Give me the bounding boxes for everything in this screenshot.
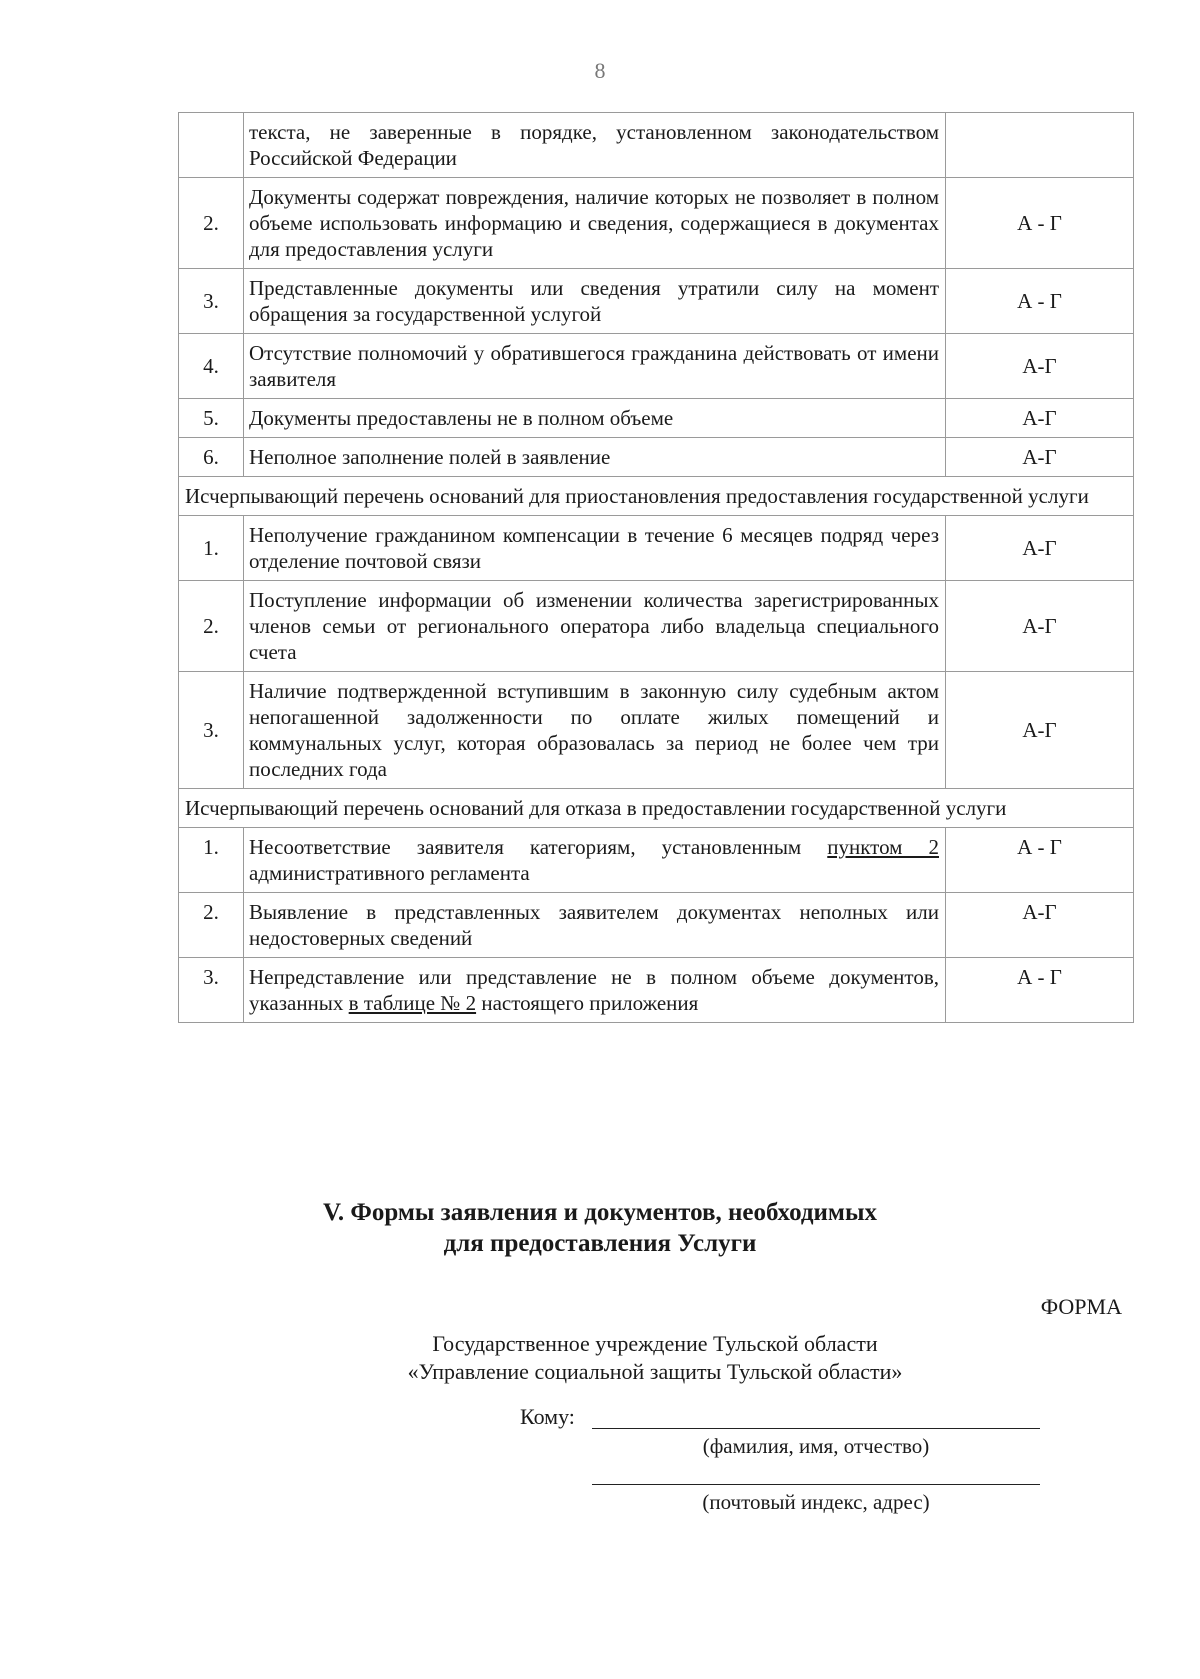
row-text-cell: Документы предоставлены не в полном объеме bbox=[244, 399, 946, 438]
heading-line-1: V. Формы заявления и документов, необходимых bbox=[323, 1199, 877, 1226]
row-code-cell: А-Г bbox=[946, 581, 1134, 672]
row-text-cell: Документы содержат повреждения, наличие которых не позволяет в полном объеме использовать информацию и сведения, содержащиеся в документах для предоставления услуги bbox=[244, 178, 946, 269]
row-text-cell: текста, не заверенные в порядке, установленном законодательством Российской Федерации bbox=[244, 113, 946, 178]
row-text-cell: Неполучение гражданином компенсации в течение 6 месяцев подряд через отделение почтовой связи bbox=[244, 516, 946, 581]
heading-line-2: для предоставления Услуги bbox=[443, 1230, 757, 1257]
row-number-cell: 2. bbox=[179, 178, 244, 269]
row-code-cell: А - Г bbox=[946, 828, 1134, 893]
section-title-suspension: Исчерпывающий перечень оснований для приостановления предоставления государственной услуги bbox=[179, 477, 1134, 516]
row-number-cell: 3. bbox=[179, 958, 244, 1023]
row-text-cell: Отсутствие полномочий у обратившегося гражданина действовать от имени заявителя bbox=[244, 334, 946, 399]
regulation-link[interactable]: пунктом 2 bbox=[827, 835, 939, 859]
table-row bbox=[179, 672, 1134, 789]
section-header-row bbox=[179, 789, 1134, 828]
row-number-cell: 1. bbox=[179, 516, 244, 581]
organization-line-1: Государственное учреждение Тульской области bbox=[432, 1331, 878, 1356]
row-number-cell bbox=[179, 113, 244, 178]
row-code-cell: А-Г bbox=[946, 893, 1134, 958]
row-code-cell: А - Г bbox=[946, 269, 1134, 334]
recipient-label: Кому: bbox=[520, 1404, 575, 1429]
form-label: ФОРМА bbox=[1040, 1294, 1122, 1319]
table-2-link[interactable]: в таблице № 2 bbox=[348, 991, 477, 1015]
row-text-cell bbox=[244, 828, 946, 893]
page-number: 8 bbox=[594, 58, 606, 83]
row-code-cell: А-Г bbox=[946, 516, 1134, 581]
organization-line-2: «Управление социальной защиты Тульской области» bbox=[407, 1359, 903, 1384]
recipient-name-caption: (фамилия, имя, отчество) bbox=[702, 1434, 930, 1458]
table-row bbox=[179, 893, 1134, 958]
table-row bbox=[179, 828, 1134, 893]
table-row bbox=[179, 113, 1134, 178]
row-text: Несоответствие заявителя категориям, установленным bbox=[249, 835, 828, 859]
row-text-cell: Выявление в представленных заявителем документах неполных или недостоверных сведений bbox=[244, 893, 946, 958]
row-text-cell: Наличие подтвержденной вступившим в законную силу судебным актом непогашенной задолженности по оплате жилых помещений и коммунальных услуг, которая образовалась за период не более чем три последних года bbox=[244, 672, 946, 789]
grounds-table bbox=[178, 112, 1134, 1023]
row-number-cell: 2. bbox=[179, 581, 244, 672]
section-title-refusal: Исчерпывающий перечень оснований для отказа в предоставлении государственной услуги bbox=[179, 789, 1134, 828]
table-row bbox=[179, 178, 1134, 269]
recipient-address-line[interactable] bbox=[592, 1484, 1040, 1485]
recipient-name-line[interactable] bbox=[592, 1428, 1040, 1429]
row-number-cell: 6. bbox=[179, 438, 244, 477]
row-text: Непредставление или представление не в полном объеме документов, указанных bbox=[249, 965, 939, 1015]
row-number-cell: 5. bbox=[179, 399, 244, 438]
table-row bbox=[179, 438, 1134, 477]
table-row bbox=[179, 516, 1134, 581]
table-row bbox=[179, 399, 1134, 438]
row-text-cell: Представленные документы или сведения утратили силу на момент обращения за государственной услугой bbox=[244, 269, 946, 334]
row-number-cell: 3. bbox=[179, 672, 244, 789]
row-number-cell: 2. bbox=[179, 893, 244, 958]
row-code-cell: А - Г bbox=[946, 958, 1134, 1023]
row-code-cell: А - Г bbox=[946, 178, 1134, 269]
table-row bbox=[179, 334, 1134, 399]
table-row bbox=[179, 958, 1134, 1023]
row-code-cell: А-Г bbox=[946, 334, 1134, 399]
row-code-cell bbox=[946, 113, 1134, 178]
row-number-cell: 1. bbox=[179, 828, 244, 893]
table-row bbox=[179, 581, 1134, 672]
row-number-cell: 3. bbox=[179, 269, 244, 334]
section-header-row bbox=[179, 477, 1134, 516]
table-row bbox=[179, 269, 1134, 334]
section-heading bbox=[0, 1197, 1200, 1259]
organization-name bbox=[0, 1330, 1200, 1386]
row-text-cell: Поступление информации об изменении количества зарегистрированных членов семьи от регионального оператора либо владельца специального счета bbox=[244, 581, 946, 672]
recipient-address-caption: (почтовый индекс, адрес) bbox=[702, 1490, 930, 1514]
row-text: настоящего приложения bbox=[476, 991, 699, 1015]
row-code-cell: А-Г bbox=[946, 399, 1134, 438]
row-text: административного регламента bbox=[249, 861, 530, 885]
row-text-cell: Неполное заполнение полей в заявление bbox=[244, 438, 946, 477]
row-code-cell: А-Г bbox=[946, 438, 1134, 477]
row-number-cell: 4. bbox=[179, 334, 244, 399]
row-code-cell: А-Г bbox=[946, 672, 1134, 789]
row-text-cell bbox=[244, 958, 946, 1023]
